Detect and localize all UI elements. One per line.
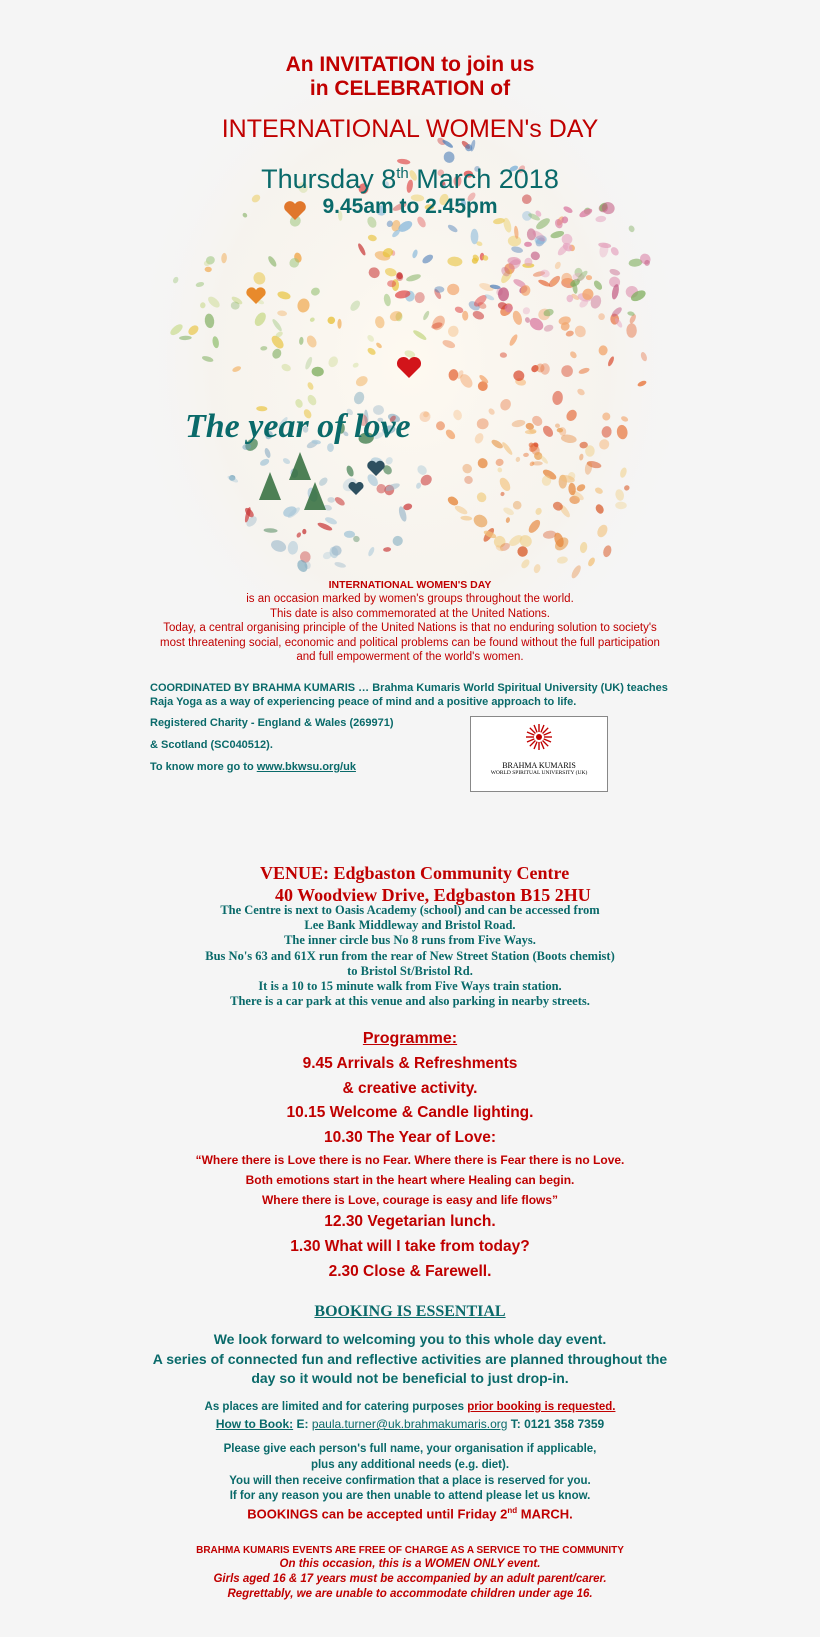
booking-lead-line: day so it would not be beneficial to just drop-in. <box>251 1370 569 1386</box>
event-date-prefix: Thursday 8 <box>261 164 397 194</box>
email-link[interactable]: paula.turner@uk.brahmakumaris.org <box>311 1417 508 1431</box>
booking-deadline-sup: nd <box>507 1506 518 1515</box>
event-time: 9.45am to 2.45pm <box>322 195 498 218</box>
booking-deadline <box>0 1506 820 1521</box>
venue-title: VENUE: Edgbaston Community Centre <box>260 863 570 883</box>
booking-deadline-prefix: BOOKINGS can be accepted until Friday 2 <box>247 1506 508 1522</box>
venue-line: The inner circle bus No 8 runs from Five Ways. <box>284 933 536 948</box>
coordinated-by <box>150 681 668 709</box>
iwd-line: Today, a central organising principle of the United Nations is that no enduring solution to society's <box>163 622 657 635</box>
venue-line: The Centre is next to Oasis Academy (school) and can be accessed from <box>220 903 600 917</box>
logo-icon <box>524 722 554 752</box>
coordinated-line: Raja Yoga as a way of experiencing peace of mind and a positive approach to life. <box>150 696 577 708</box>
iwd-line: This date is also commemorated at the United Nations. <box>270 607 550 620</box>
heart-icon <box>245 286 267 306</box>
programme-item: 12.30 Vegetarian lunch. <box>324 1213 496 1231</box>
logo-text-1: BRAHMA KUMARIS <box>502 761 576 770</box>
event-date-suffix: March 2018 <box>408 164 559 194</box>
charity-line-2: & Scotland (SC040512). <box>150 739 273 751</box>
programme-item: 2.30 Close & Farewell. <box>328 1262 492 1280</box>
footer-girls-age: Girls aged 16 & 17 years must be accompanied by an adult parent/carer. <box>213 1573 607 1585</box>
booking-detail-line: plus any additional needs (e.g. diet). <box>310 1458 510 1471</box>
programme-item: 9.45 Arrivals & Refreshments <box>302 1055 518 1072</box>
venue-line: to Bristol St/Bristol Rd. <box>347 963 473 978</box>
event-title: INTERNATIONAL WOMEN's DAY <box>221 115 599 143</box>
event-date <box>0 158 820 195</box>
venue-line: Bus No's 63 and 61X run from the rear of New Street Station (Boots chemist) <box>205 948 615 963</box>
programme-item: 1.30 What will I take from today? <box>290 1237 530 1255</box>
tagline: The year of love <box>185 408 411 445</box>
programme-quote: “Where there is Love there is no Fear. Where there is Fear there is no Love. <box>195 1153 625 1168</box>
programme-quote: Where there is Love, courage is easy and life flows” <box>261 1193 559 1208</box>
footer-women-only: On this occasion, this is a WOMEN ONLY event. <box>279 1558 541 1570</box>
booking-details <box>0 1442 820 1505</box>
booking-requested: prior booking is requested. <box>467 1401 616 1413</box>
brahma-kumaris-logo <box>470 716 608 792</box>
booking-deadline-suffix: MARCH. <box>517 1506 573 1522</box>
booking-limited-text: As places are limited and for catering purposes <box>204 1401 468 1413</box>
booking-detail-line: If for any reason you are then unable to attend please let us know. <box>229 1490 591 1503</box>
website-link[interactable]: www.bkwsu.org/uk <box>256 761 356 773</box>
invitation-heading-line2: in CELEBRATION of <box>309 77 511 100</box>
iwd-description <box>0 578 820 664</box>
heart-icon <box>283 200 307 222</box>
more-info <box>150 760 356 774</box>
booking-lead-line: We look forward to welcoming you to this whole day event. <box>213 1331 607 1347</box>
heart-icon <box>366 460 386 478</box>
venue-address: 40 Woodview Drive, Edgbaston B15 2HU <box>275 885 591 905</box>
coordinated-line: COORDINATED BY BRAHMA KUMARIS … Brahma Kumaris World Spiritual University (UK) teaches <box>150 682 668 694</box>
more-info-label: To know more go to <box>150 761 257 773</box>
programme-item: 10.15 Welcome & Candle lighting. <box>286 1104 534 1122</box>
iwd-line: most threatening social, economic and political problems can be found without the full participation <box>160 636 660 649</box>
booking-lead-line: A series of connected fun and reflective activities are planned throughout the <box>152 1350 668 1367</box>
heart-icon <box>348 482 364 497</box>
booking-title: BOOKING IS ESSENTIAL <box>314 1303 506 1320</box>
venue-directions <box>0 903 820 1009</box>
booking-detail-line: Please give each person's full name, your organisation if applicable, <box>223 1443 597 1455</box>
event-date-sup: th <box>396 165 409 182</box>
iwd-line: INTERNATIONAL WOMEN'S DAY <box>328 579 492 591</box>
how-to-book <box>0 1416 820 1433</box>
programme-quote: Both emotions start in the heart where Healing can begin. <box>245 1173 575 1188</box>
iwd-line: is an occasion marked by women's groups throughout the world. <box>246 593 574 606</box>
phone: T: 0121 358 7359 <box>507 1417 605 1431</box>
heart-icon <box>396 356 422 380</box>
email-label: E: <box>293 1417 312 1431</box>
booking-limited <box>0 1399 820 1416</box>
venue-line: It is a 10 to 15 minute walk from Five Ways train station. <box>258 979 562 994</box>
footer-children: Regrettably, we are unable to accommodate children under age 16. <box>227 1588 593 1600</box>
logo-text-2: WORLD SPIRITUAL UNIVERSITY (UK) <box>490 770 588 776</box>
how-to-book-label: How to Book: <box>215 1417 294 1431</box>
programme-list <box>0 1052 820 1284</box>
venue-line: Lee Bank Middleway and Bristol Road. <box>304 918 516 933</box>
programme-item: & creative activity. <box>342 1079 478 1097</box>
booking-lead <box>0 1330 820 1389</box>
footer-free-charge: BRAHMA KUMARIS EVENTS ARE FREE OF CHARGE AS A SERVICE TO THE COMMUNITY <box>196 1545 624 1556</box>
venue-line: There is a car park at this venue and also parking in nearby streets. <box>230 994 590 1009</box>
booking-detail-line: You will then receive confirmation that a place is reserved for you. <box>229 1474 591 1487</box>
iwd-line: and full empowerment of the world's women. <box>296 651 524 664</box>
charity-line-1: Registered Charity - England & Wales (269971) <box>150 717 394 729</box>
programme-item: 10.30 The Year of Love: <box>323 1128 496 1146</box>
programme-title: Programme: <box>362 1030 458 1047</box>
invitation-heading-line1: An INVITATION to join us <box>285 53 535 76</box>
